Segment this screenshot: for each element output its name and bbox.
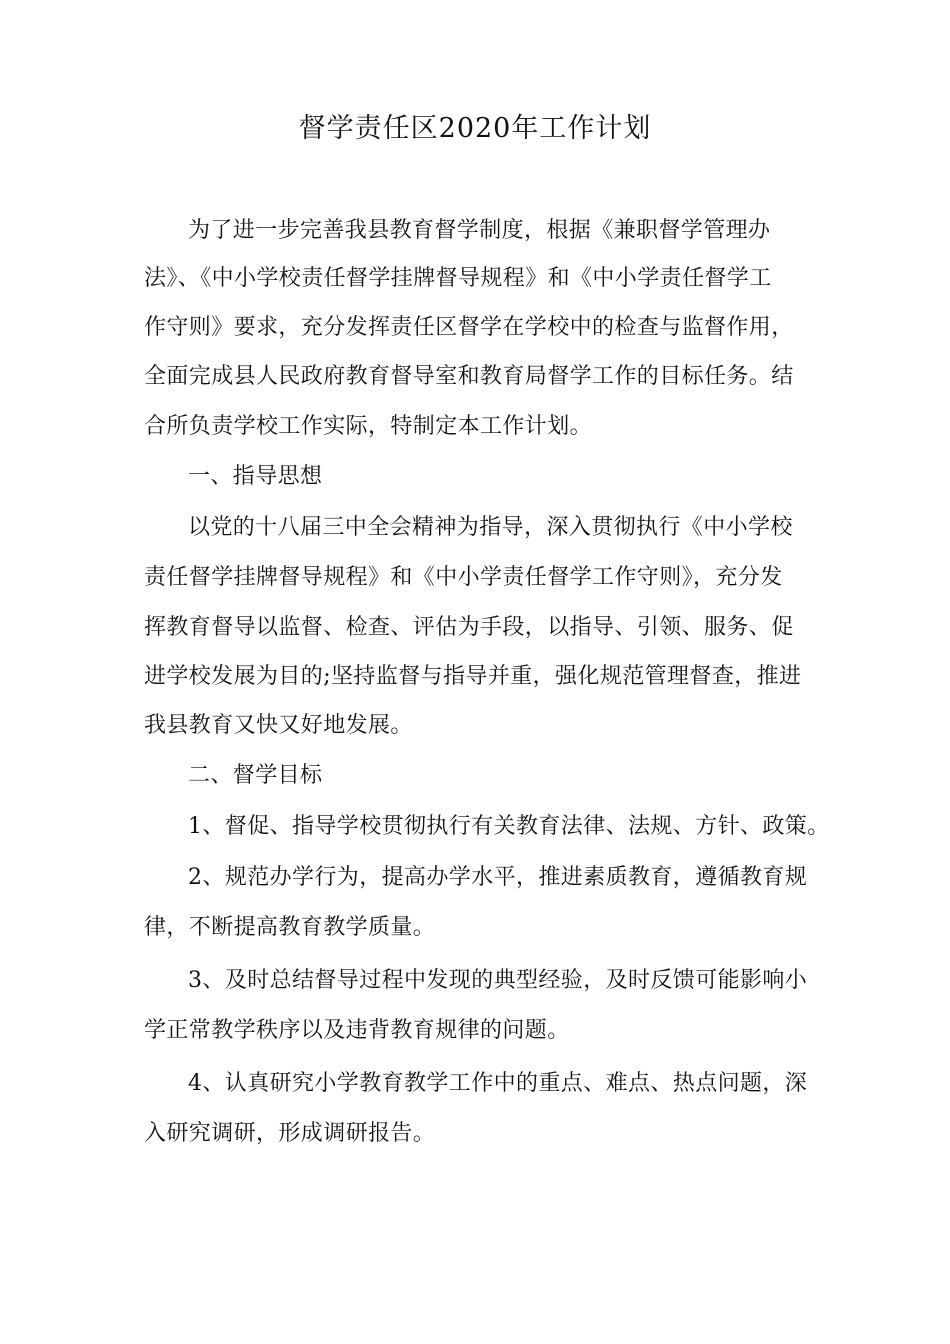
paragraph-line: 以党的十八届三中全会精神为指导，深入贯彻执行《中小学校 xyxy=(188,515,793,540)
paragraph-line: 我县教育又快又好地发展。 xyxy=(144,713,413,738)
list-item: 1、督促、指导学校贯彻执行有关教育法律、法规、方针、政策。 xyxy=(188,814,830,839)
section-heading: 二、督学目标 xyxy=(188,763,323,788)
paragraph-line: 为了进一步完善我县教育督学制度，根据《兼职督学管理办 xyxy=(188,218,771,243)
list-item: 2、规范办学行为，提高办学水平，推进素质教育，遵循教育规 xyxy=(188,865,808,890)
paragraph-line: 全面完成县人民政府教育督导室和教育局督学工作的目标任务。结 xyxy=(144,364,794,389)
list-item: 3、及时总结督导过程中发现的典型经验，及时反馈可能影响小 xyxy=(188,968,808,993)
document-title: 督学责任区2020年工作计划 xyxy=(298,113,652,144)
paragraph-line: 作守则》要求，充分发挥责任区督学在学校中的检查与监督作用， xyxy=(144,315,794,340)
list-item-continuation: 入研究调研，形成调研报告。 xyxy=(144,1121,436,1146)
paragraph-line: 合所负责学校工作实际，特制定本工作计划。 xyxy=(144,414,593,439)
paragraph-line: 法》、《中小学校责任督学挂牌督导规程》和《中小学责任督学工 xyxy=(144,266,772,291)
list-item-continuation: 律，不断提高教育教学质量。 xyxy=(144,915,436,940)
paragraph-line: 责任督学挂牌督导规程》和《中小学责任督学工作守则》，充分发 xyxy=(144,565,783,590)
paragraph-line: 挥教育督导以监督、检查、评估为手段，以指导、引领、服务、促 xyxy=(144,615,794,640)
section-heading: 一、指导思想 xyxy=(188,464,323,489)
list-item: 4、认真研究小学教育教学工作中的重点、难点、热点问题，深 xyxy=(188,1071,808,1096)
paragraph-line: 进学校发展为目的;坚持监督与指导并重，强化规范管理督查，推进 xyxy=(144,664,802,689)
list-item-continuation: 学正常教学秩序以及违背教育规律的问题。 xyxy=(144,1018,570,1043)
